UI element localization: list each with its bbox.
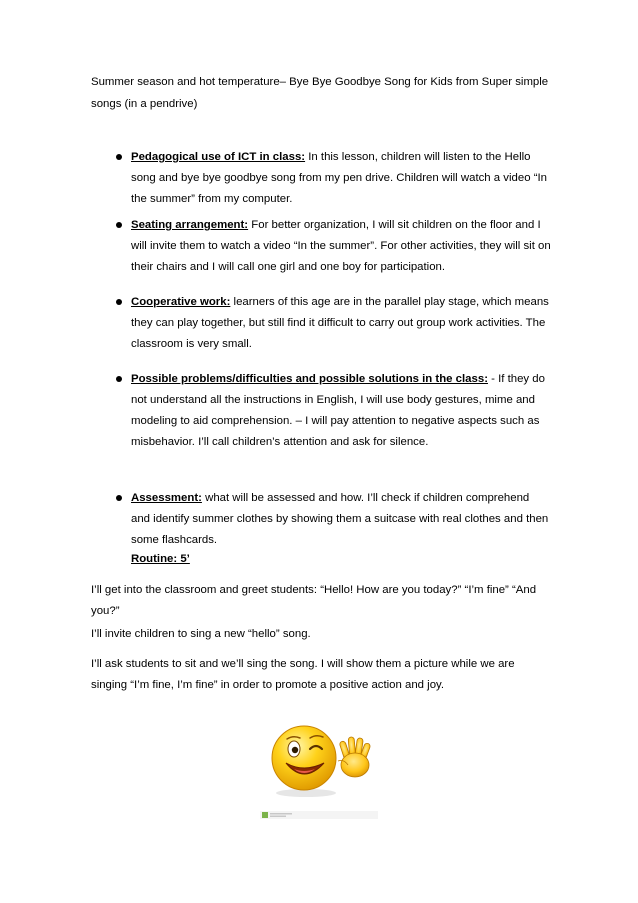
bullet-dot	[116, 376, 122, 382]
bullet-text: what will be assessed and how. I’ll check if children comprehend and identify summer clothes by showing them a suitcase with real clothes and then some flashcards.	[131, 492, 549, 546]
bullet-dot	[116, 154, 122, 160]
bullet-term: Cooperative work:	[131, 296, 231, 308]
routine-paragraph-sing: I’ll ask students to sit and we’ll sing the song. I will show them a picture while we are singing “I’m fine, I’m fine” in order to promote a positive action and joy.	[91, 658, 515, 691]
lesson-aspects-list	[91, 147, 551, 551]
routine-paragraph-greeting: I’ll get into the classroom and greet students: “Hello! How are you today?” “I’m fine” “And you?”	[91, 584, 537, 617]
routine-heading: Routine: 5’	[131, 553, 190, 565]
bullet-assessment	[91, 488, 551, 551]
bullet-cooperative	[91, 292, 551, 355]
bullet-dot	[116, 495, 122, 501]
bullet-text: For better organization, I will sit children on the floor and I will invite them to watch a video “In the summer”. For other activities, they will sit on their chairs and I will call one girl and one boy for participation.	[131, 219, 551, 273]
routine-paragraph-hello-song: I’ll invite children to sing a new “hello” song.	[91, 628, 311, 640]
winking-smiley-waving-icon	[258, 703, 380, 823]
bullet-dot	[116, 299, 122, 305]
bullet-term: Pedagogical use of ICT in class:	[131, 151, 306, 163]
bullet-term: Possible problems/difficulties and possible solutions in the class:	[131, 373, 488, 385]
bullet-term: Seating arrangement:	[131, 219, 249, 231]
bullet-text: - If they do not understand all the instructions in English, I will use body gestures, mime and modeling to aid comprehension. – I will pay attention to negative aspects such as misbehavior. I’ll call children’s attention and ask for silence.	[131, 373, 545, 448]
lesson-intro: Summer season and hot temperature– Bye Bye Goodbye Song for Kids from Super simple songs (in a pendrive)	[91, 76, 549, 110]
bullet-seating	[91, 215, 551, 278]
bullet-ict	[91, 147, 551, 205]
bullet-dot	[116, 222, 122, 228]
bullet-problems	[91, 369, 551, 453]
bullet-text: In this lesson, children will listen to the Hello song and bye bye goodbye song from my pen drive. Children will watch a video “In the summer” from my computer.	[131, 151, 547, 205]
bullet-term: Assessment:	[131, 492, 202, 504]
bullet-text: learners of this age are in the parallel play stage, which means they can play together, but still find it difficult to carry out group work activities. The classroom is very small.	[131, 296, 549, 350]
